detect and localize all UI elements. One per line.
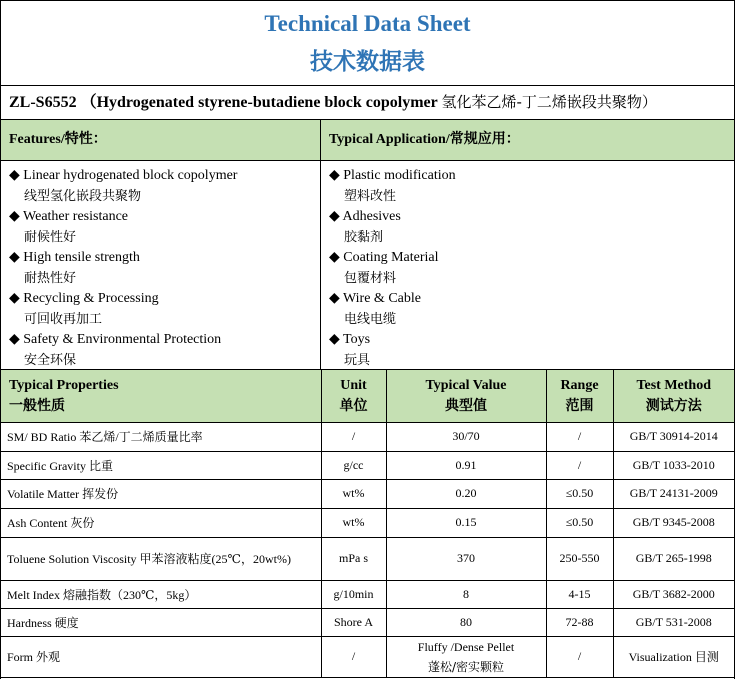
properties-table <box>1 370 734 678</box>
property-value: 370 <box>386 537 546 580</box>
feature-item-cn: 可回收再加工 <box>24 311 103 327</box>
application-item: ◆ Adhesives <box>329 209 401 224</box>
property-method: Visualization 目测 <box>613 636 734 677</box>
title-chinese: 技术数据表 <box>310 49 425 75</box>
property-range: / <box>546 451 613 479</box>
property-range: / <box>546 636 613 677</box>
feature-item: ◆ Linear hydrogenated block copolymer <box>9 168 238 183</box>
header-typical-value: Typical Value 典型值 <box>386 370 546 422</box>
sheet-header <box>1 0 734 86</box>
property-unit: g/cc <box>321 451 386 479</box>
features-heading-row <box>1 120 734 161</box>
property-value: Fluffy /Dense Pellet <box>417 639 515 654</box>
feature-item-cn: 耐热性好 <box>24 270 77 286</box>
property-unit: / <box>321 422 386 451</box>
features-list <box>1 161 321 369</box>
property-name: Form 外观 <box>1 636 321 677</box>
property-range: ≤0.50 <box>546 479 613 508</box>
table-row <box>1 422 734 451</box>
property-value-cell <box>386 636 546 677</box>
application-item: ◆ Wire & Cable <box>329 291 421 306</box>
product-name-en: （Hydrogenated styrene-butadiene block copolymer <box>80 94 438 111</box>
properties-header-row <box>1 370 734 422</box>
product-name-cn: 氢化苯乙烯-丁二烯嵌段共聚物） <box>441 93 657 111</box>
header-range: Range 范围 <box>546 370 613 422</box>
application-item-cn: 塑料改性 <box>344 188 397 204</box>
property-value: 0.91 <box>386 451 546 479</box>
applications-heading: Typical Application/常规应用： <box>329 132 520 147</box>
property-name: SM/ BD Ratio 苯乙烯/丁二烯质量比率 <box>1 422 321 451</box>
property-unit: mPa s <box>321 537 386 580</box>
table-row <box>1 636 734 677</box>
application-item-cn: 电线电缆 <box>344 311 397 327</box>
property-unit: / <box>321 636 386 677</box>
property-name: Volatile Matter 挥发份 <box>1 479 321 508</box>
property-method: GB/T 3682-2000 <box>613 580 734 608</box>
title-english: Technical Data Sheet <box>264 11 471 36</box>
property-range: 4-15 <box>546 580 613 608</box>
property-value: 80 <box>386 608 546 636</box>
property-unit: wt% <box>321 479 386 508</box>
application-item: ◆ Coating Material <box>329 250 439 265</box>
feature-item: ◆ Weather resistance <box>9 209 128 224</box>
property-method: GB/T 1033-2010 <box>613 451 734 479</box>
features-heading: Features/特性： <box>1 120 321 160</box>
header-typical-properties: Typical Properties 一般性质 <box>1 370 321 422</box>
property-method: GB/T 531-2008 <box>613 608 734 636</box>
property-range: 72-88 <box>546 608 613 636</box>
application-item: ◆ Toys <box>329 332 371 347</box>
table-row <box>1 451 734 479</box>
product-code: ZL-S6552 <box>9 94 77 111</box>
property-unit: Shore A <box>321 608 386 636</box>
feature-item-cn: 耐候性好 <box>24 229 77 245</box>
feature-item: ◆ High tensile strength <box>9 250 140 265</box>
property-unit: wt% <box>321 508 386 537</box>
property-unit: g/10min <box>321 580 386 608</box>
table-row <box>1 580 734 608</box>
table-row <box>1 508 734 537</box>
property-method: GB/T 265-1998 <box>613 537 734 580</box>
property-method: GB/T 9345-2008 <box>613 508 734 537</box>
feature-item: ◆ Recycling & Processing <box>9 291 159 306</box>
property-range: ≤0.50 <box>546 508 613 537</box>
applications-list <box>321 161 456 369</box>
property-name: Melt Index 熔融指数（230℃，5kg） <box>1 580 321 608</box>
property-value-cn: 蓬松/密实颗粒 <box>427 659 505 674</box>
property-name: Ash Content 灰份 <box>1 508 321 537</box>
table-row <box>1 479 734 508</box>
property-range: 250-550 <box>546 537 613 580</box>
property-value: 30/70 <box>386 422 546 451</box>
features-body-row <box>1 161 734 370</box>
table-row <box>1 537 734 580</box>
property-value: 0.15 <box>386 508 546 537</box>
property-name: Specific Gravity 比重 <box>1 451 321 479</box>
feature-item: ◆ Safety & Environmental Protection <box>9 332 222 347</box>
table-row <box>1 608 734 636</box>
application-item: ◆ Plastic modification <box>329 168 456 183</box>
application-item-cn: 玩具 <box>344 352 371 368</box>
header-test-method: Test Method 测试方法 <box>613 370 734 422</box>
feature-item-cn: 安全环保 <box>24 352 77 368</box>
application-item-cn: 胶黏剂 <box>344 229 384 245</box>
product-line <box>1 86 734 120</box>
property-name: Hardness 硬度 <box>1 608 321 636</box>
header-unit: Unit 单位 <box>321 370 386 422</box>
property-value: 8 <box>386 580 546 608</box>
property-method: GB/T 30914-2014 <box>613 422 734 451</box>
property-value: 0.20 <box>386 479 546 508</box>
property-method: GB/T 24131-2009 <box>613 479 734 508</box>
property-name: Toluene Solution Viscosity 甲苯溶液粘度(25℃，20wt%) <box>1 537 321 580</box>
property-range: / <box>546 422 613 451</box>
feature-item-cn: 线型氢化嵌段共聚物 <box>24 188 142 204</box>
application-item-cn: 包覆材料 <box>344 270 397 286</box>
